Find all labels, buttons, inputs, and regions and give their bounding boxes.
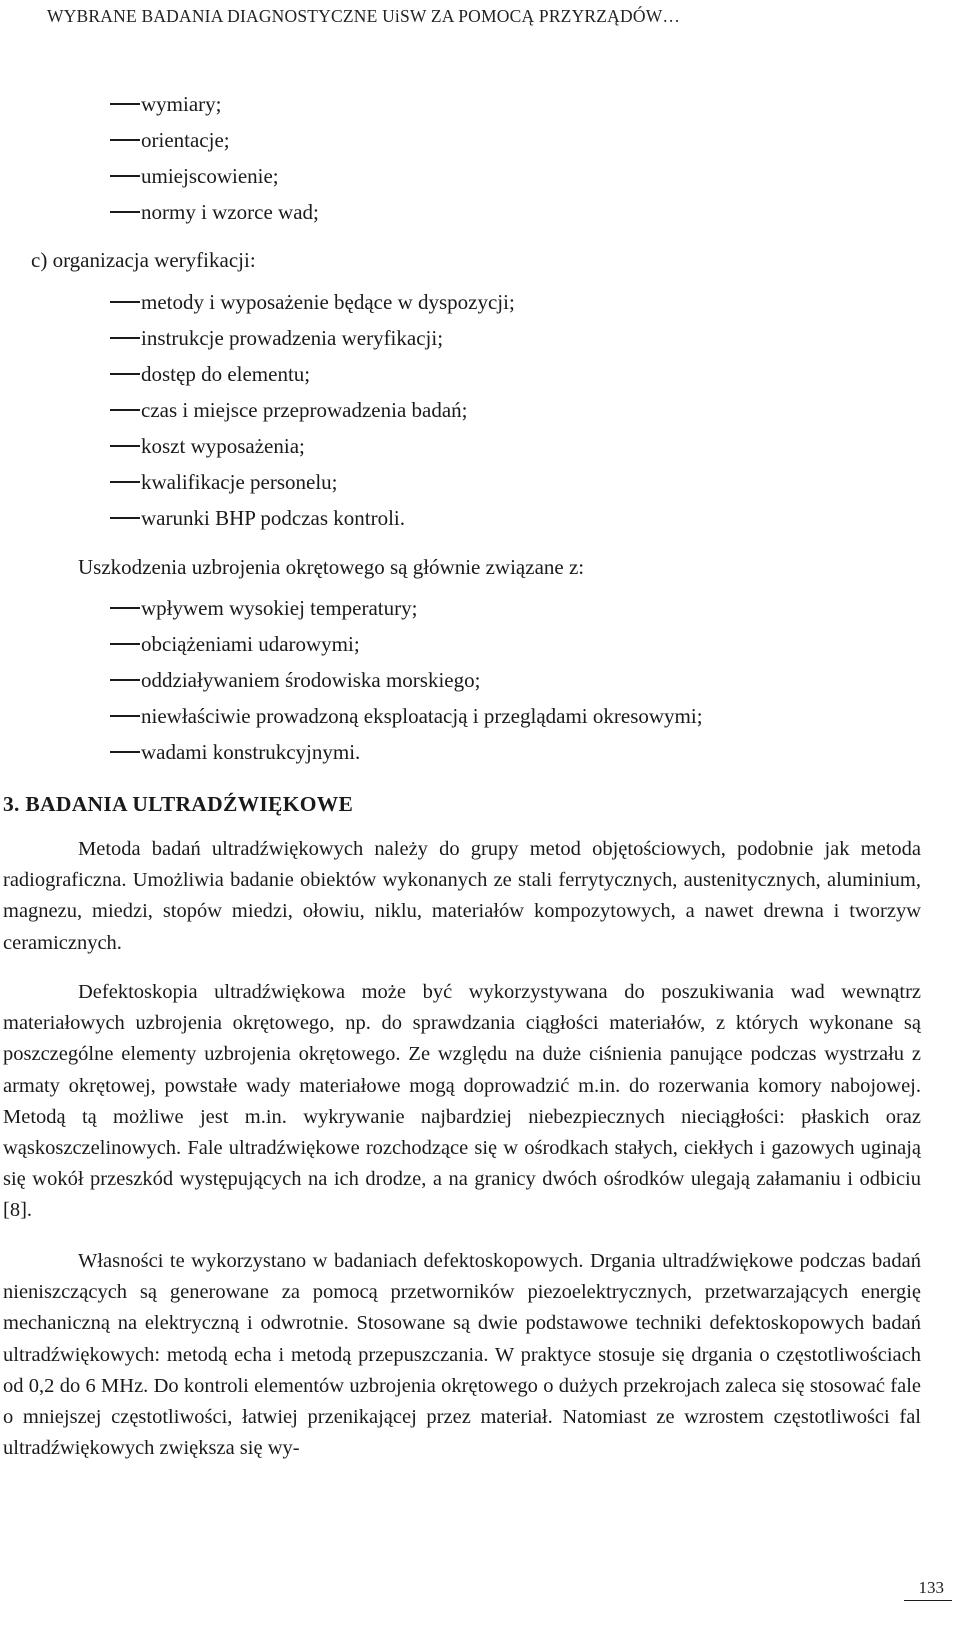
dash-bullet-icon — [110, 445, 140, 447]
page-number: 133 — [918, 1578, 944, 1597]
list-item — [0, 392, 960, 428]
dash-bullet-icon — [110, 211, 140, 213]
running-header: WYBRANE BADANIA DIAGNOSTYCZNE UiSW ZA POMOCĄ PRZYRZĄDÓW… — [47, 6, 681, 26]
list-item — [0, 86, 960, 122]
dash-bullet-icon — [110, 337, 140, 339]
list-item-text: normy i wzorce wad; — [141, 200, 319, 224]
list-item-text: oddziaływaniem środowiska morskiego; — [141, 668, 481, 692]
dash-bullet-icon — [110, 175, 140, 177]
paragraph-text: Metoda badań ultradźwiękowych należy do grupy metod objętościowych, podobnie jak metoda radiograficzna. Umożliwia badanie obiektów wykonanych ze stali ferrytycznych, austenitycznych, aluminium, magnezu, miedzi, stopów miedzi, ołowiu, niklu, materiałów kompozytowych, a nawet drewna i tworzyw ceramicznych. — [3, 838, 921, 954]
dash-bullet-icon — [110, 301, 140, 303]
list-item — [0, 194, 960, 230]
damage-intro: Uszkodzenia uzbrojenia okrętowego są głównie związane z: — [78, 555, 585, 579]
list-item-text: niewłaściwie prowadzoną eksploatacją i przeglądami okresowymi; — [141, 704, 703, 728]
paragraph-text: Defektoskopia ultradźwiękowa może być wykorzystywana do poszukiwania wad wewnątrz materiałowych uzbrojenia okrętowego, np. do sprawdzania ciągłości materiałów, z których wykonane są poszczególne elementy uzbrojenia okrętowego. Ze względu na duże ciśnienia panujące podczas wystrzału z armaty okrętowej, powstałe wady materiałowe mogą doprowadzić m.in. do rozerwania komory nabojowej. Metodą tą możliwe jest m.in. wykrywanie najbardziej niebezpiecznych nieciągłości: płaskich oraz wąskoszczelinowych. Fale ultradźwiękowe rozchodzące się w ośrodkach stałych, ciekłych i gazowych uginają się wokół przeszkód występujących na ich drodze, a na granicy dwóch ośrodków ulegają załamaniu i odbiciu [8]. — [3, 981, 921, 1222]
list-item — [0, 428, 960, 464]
dash-bullet-icon — [110, 517, 140, 519]
list-item-text: metody i wyposażenie będące w dyspozycji; — [141, 290, 515, 314]
paragraph — [3, 834, 921, 959]
list-item — [0, 590, 960, 626]
dash-bullet-icon — [110, 103, 140, 105]
list-item-text: wpływem wysokiej temperatury; — [141, 596, 418, 620]
dash-bullet-icon — [110, 715, 140, 717]
list-item-text: wymiary; — [141, 92, 222, 116]
list-item — [0, 158, 960, 194]
list-item — [0, 122, 960, 158]
list-item-text: umiejscowienie; — [141, 164, 279, 188]
list-item — [0, 626, 960, 662]
list-item — [0, 284, 960, 320]
list-item — [0, 662, 960, 698]
paragraph-text: Własności te wykorzystano w badaniach defektoskopowych. Drgania ultradźwiękowe podczas badań nieniszczących są generowane za pomocą przetworników piezoelektrycznych, przetwarzających energię mechaniczną na elektryczną i odwrotnie. Stosowane są dwie podstawowe techniki defektoskopowych badań ultradźwiękowych: metodą echa i metodą przepuszczania. W praktyce stosuje się drgania o częstotliwościach od 0,2 do 6 MHz. Do kontroli elementów uzbrojenia okrętowego o dużych przekrojach zaleca się stosować fale o mniejszej częstotliwości, łatwiej przenikającej przez materiał. Natomiast ze wzrostem częstotliwości fal ultradźwiękowych zwiększa się wy- — [3, 1250, 921, 1460]
list-item — [0, 698, 960, 734]
list-item — [0, 356, 960, 392]
list-item — [0, 320, 960, 356]
dash-bullet-icon — [110, 643, 140, 645]
dash-list-damage-causes — [0, 590, 960, 770]
list-item-text: koszt wyposażenia; — [141, 434, 305, 458]
dash-bullet-icon — [110, 409, 140, 411]
dash-list-properties — [0, 86, 960, 230]
dash-list-organization — [0, 284, 960, 536]
list-item — [0, 500, 960, 536]
dash-bullet-icon — [110, 607, 140, 609]
dash-bullet-icon — [110, 481, 140, 483]
dash-bullet-icon — [110, 373, 140, 375]
list-item-text: warunki BHP podczas kontroli. — [141, 506, 406, 530]
list-item — [0, 734, 960, 770]
paragraph — [3, 977, 921, 1227]
paragraph — [3, 1246, 921, 1464]
list-item-text: orientacje; — [141, 128, 230, 152]
dash-bullet-icon — [110, 751, 140, 753]
list-item-text: instrukcje prowadzenia weryfikacji; — [141, 326, 444, 350]
list-item-text: obciążeniami udarowymi; — [141, 632, 360, 656]
dash-bullet-icon — [110, 139, 140, 141]
list-item-text: dostęp do elementu; — [141, 362, 311, 386]
section-heading: 3. BADANIA ULTRADŹWIĘKOWE — [3, 792, 354, 816]
list-item-text: wadami konstrukcyjnymi. — [141, 740, 361, 764]
dash-bullet-icon — [110, 679, 140, 681]
list-item-text: kwalifikacje personelu; — [141, 470, 338, 494]
item-c-organization: c) organizacja weryfikacji: — [31, 248, 256, 272]
list-item — [0, 464, 960, 500]
page-number-rule — [904, 1600, 952, 1601]
list-item-text: czas i miejsce przeprowadzenia badań; — [141, 398, 468, 422]
